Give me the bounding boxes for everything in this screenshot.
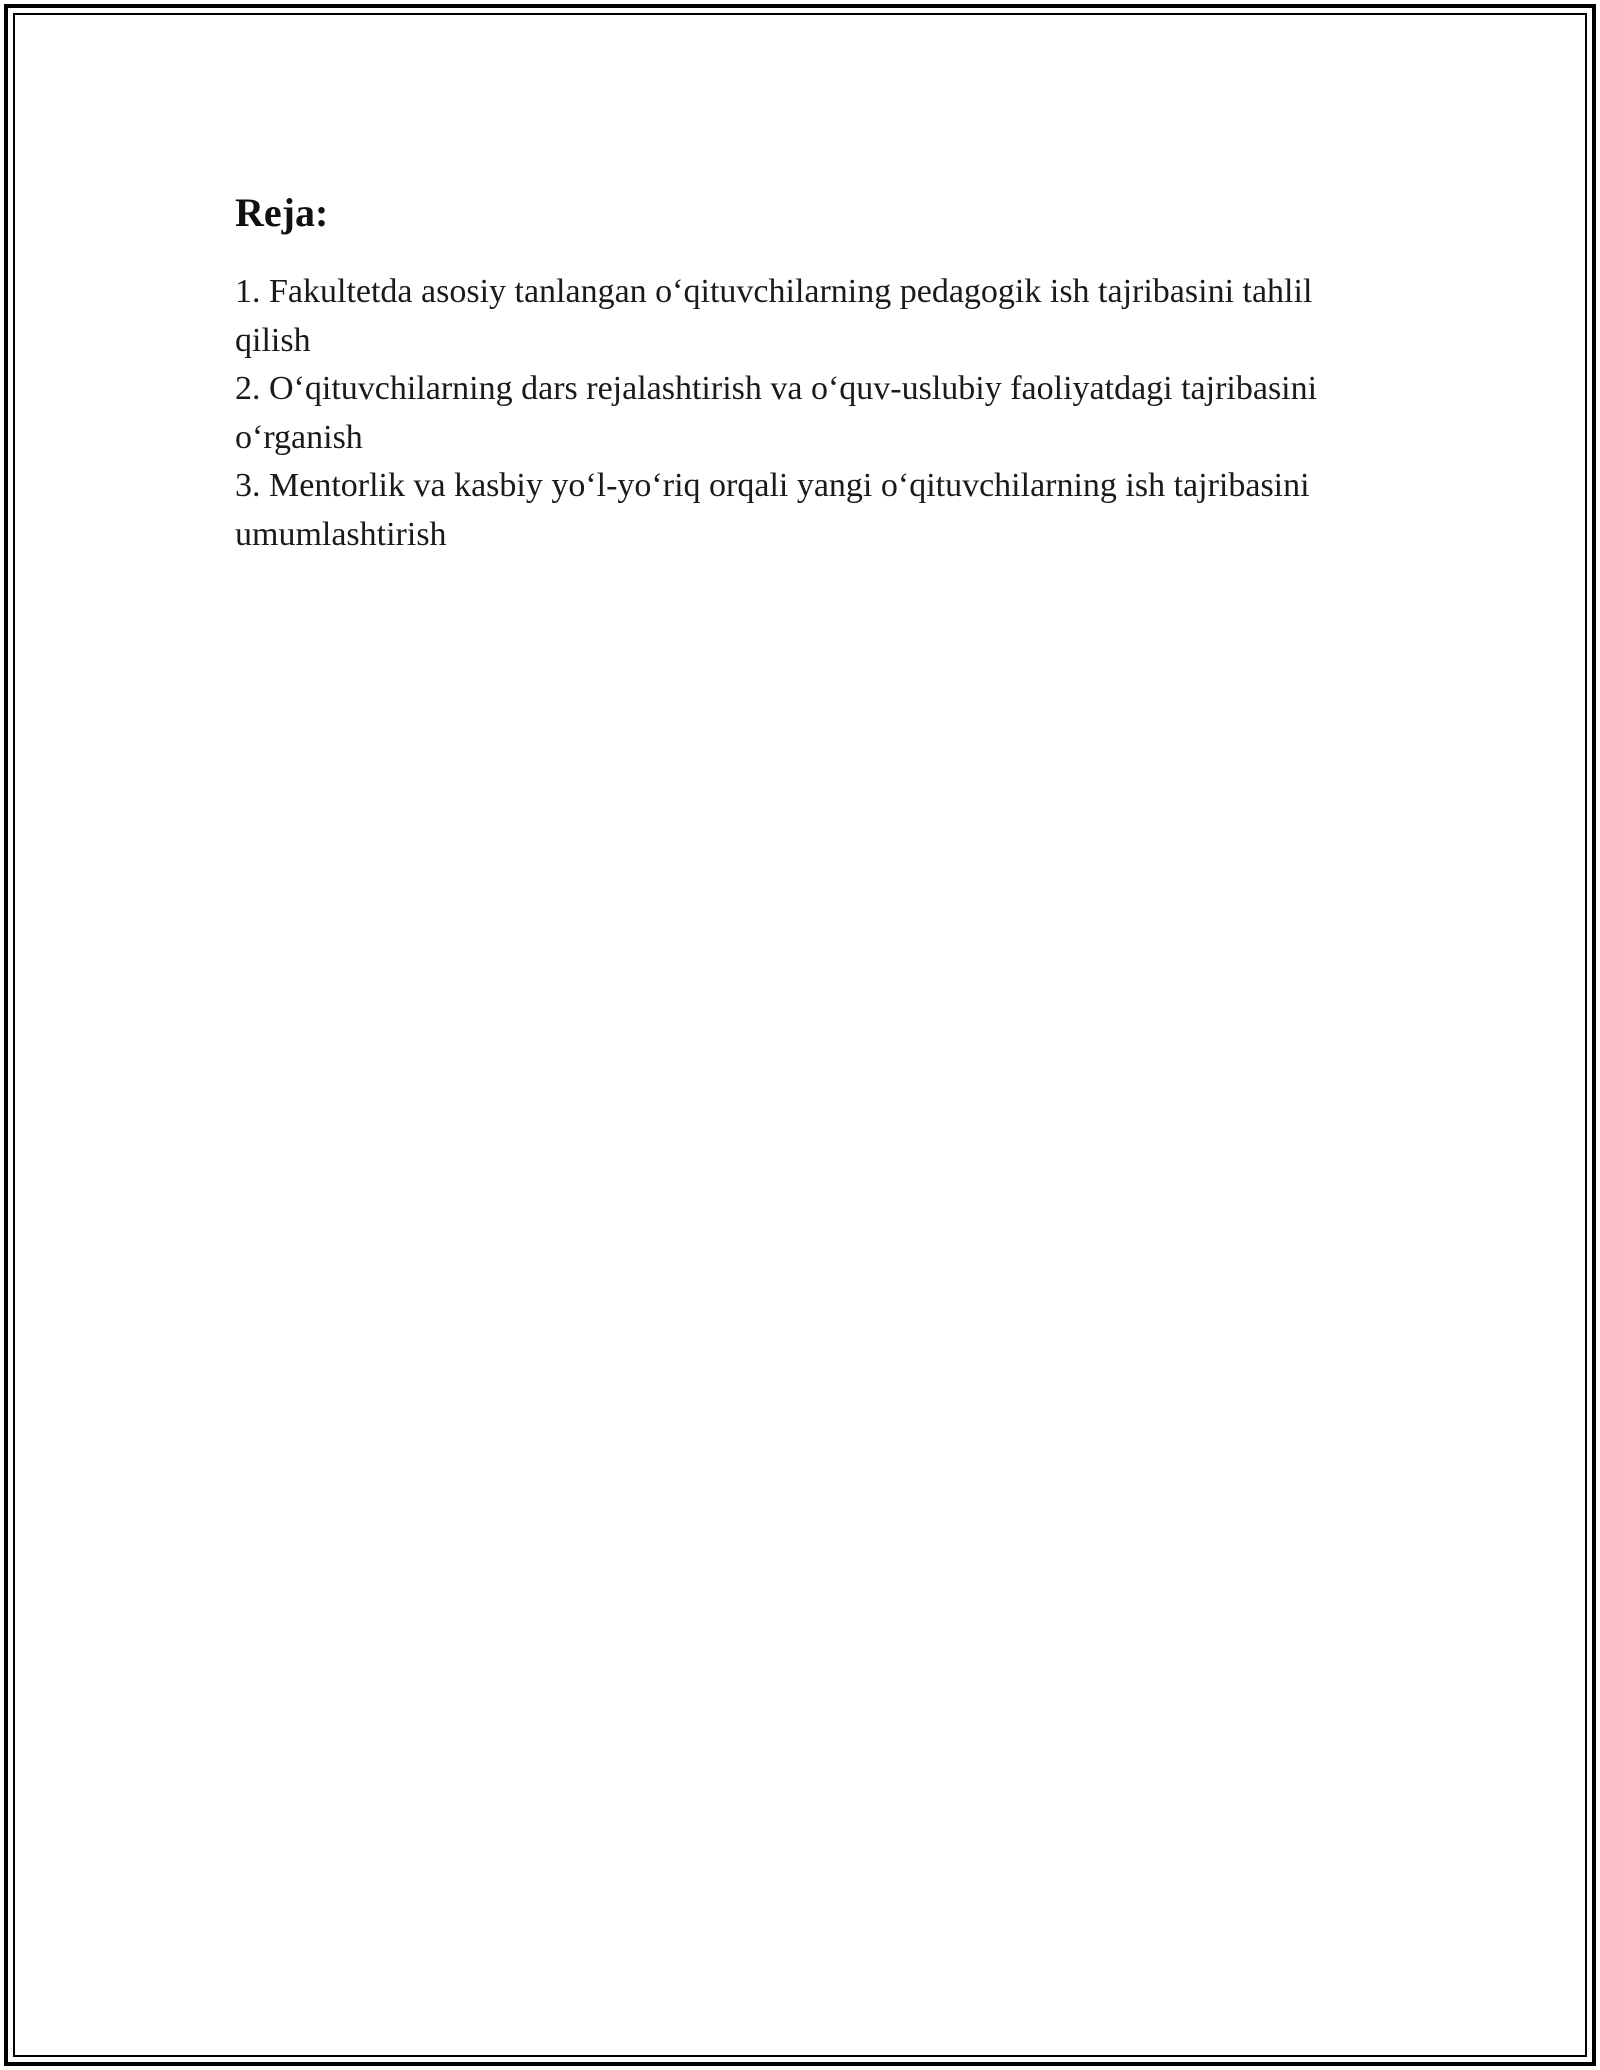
plan-item-1: 1. Fakultetda asosiy tanlangan o‘qituvchilarning pedagogik ish tajribasini tahlil qilish: [235, 273, 1313, 359]
plan-item-3: 3. Mentorlik va kasbiy yo‘l-yo‘riq orqali yangi o‘qituvchilarning ish tajribasini umumlashtirish: [235, 467, 1310, 553]
document-body: [235, 190, 1355, 559]
plan-heading: Reja:: [235, 190, 329, 235]
plan-list: [235, 268, 1355, 559]
plan-item-2: 2. O‘qituvchilarning dars rejalashtirish va o‘quv-uslubiy faoliyatdagi tajribasini o‘rganish: [235, 370, 1318, 456]
